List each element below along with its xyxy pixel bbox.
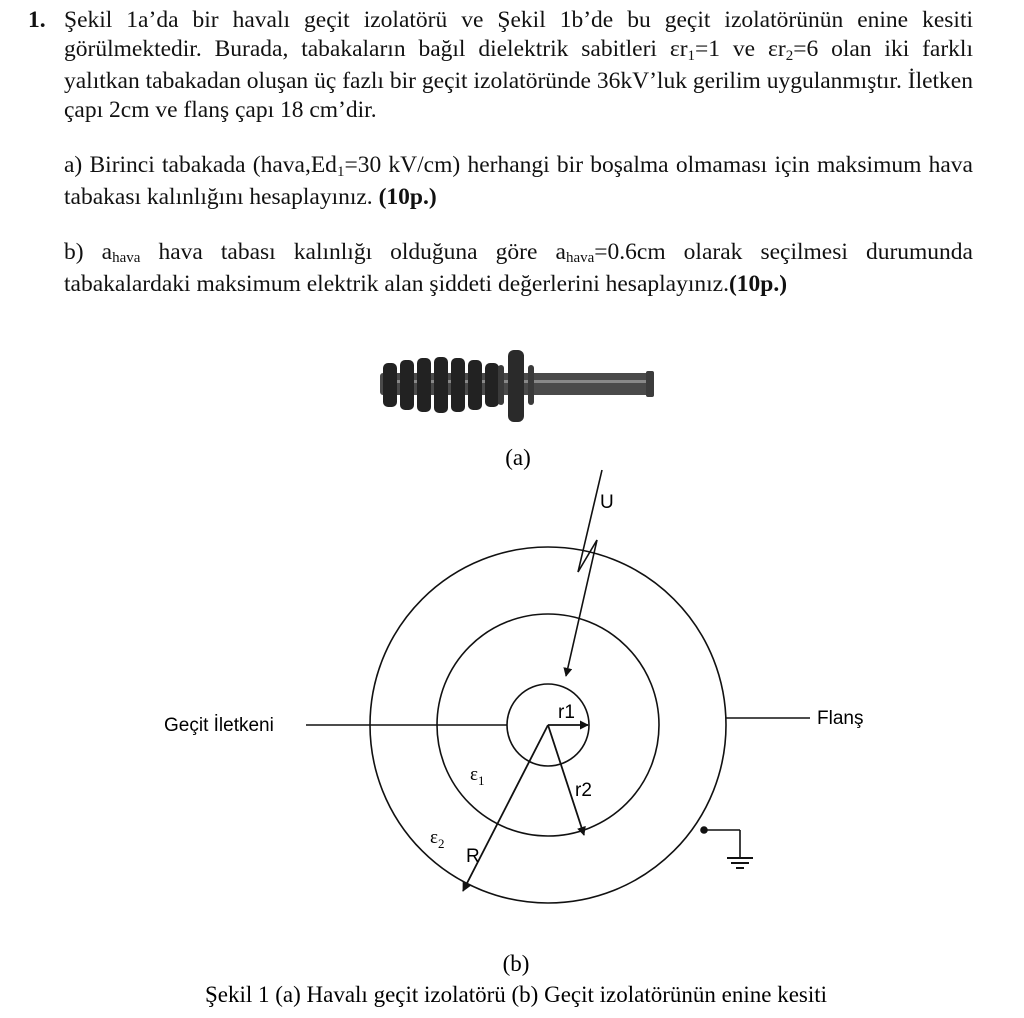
part-b: b) ahava hava tabası kalınlığı olduğuna göre ahava=0.6cm olarak seçilmesi durumunda tabakalardaki maksimum elektrik alan şiddeti değerlerini hesaplayınız.(10p.): [64, 239, 973, 297]
question-number: 1.: [28, 7, 46, 33]
r1-label: r1: [558, 702, 575, 723]
voltage-label: U: [600, 492, 614, 513]
voltage-arrow: [566, 470, 602, 676]
bushing-photo: [380, 350, 654, 422]
R-label: R: [466, 846, 480, 867]
flange-label: Flanş: [817, 708, 864, 729]
r2-label: r2: [575, 780, 592, 801]
ground-icon: [700, 826, 753, 868]
part-a: a) Birinci tabakada (hava,Ed1=30 kV/cm) herhangi bir boşalma olmaması için maksimum hava tabakası kalınlığını hesaplayınız. (10p.): [64, 152, 973, 210]
eps1-label: $\varepsilon_1$: [470, 764, 485, 788]
part-a-points: (10p.): [378, 184, 437, 210]
question-intro: Şekil 1a’da bir havalı geçit izolatörü ve Şekil 1b’de bu geçit izolatörünün enine kesiti görülmektedir. Burada, tabakaların bağıl dielektrik sabitleri εr1=1 ve εr2=6 olan iki farklı yalıtkan tabakadan oluşan üç fazlı bir geçit izolatöründe 36kV’luk gerilim uygulanmıştır. İletken çapı 2cm ve flanş çapı 18 cm’dir.: [64, 7, 973, 123]
eps2-label: $\varepsilon_2$: [430, 827, 445, 851]
conductor-label: Geçit İletkeni: [164, 715, 274, 736]
figure-caption: Şekil 1 (a) Havalı geçit izolatörü (b) Geçit izolatörünün enine kesiti: [204, 982, 828, 1007]
part-b-points: (10p.): [728, 271, 788, 297]
figure-b-label: (b): [502, 951, 530, 976]
figure-a-label: (a): [505, 445, 531, 470]
